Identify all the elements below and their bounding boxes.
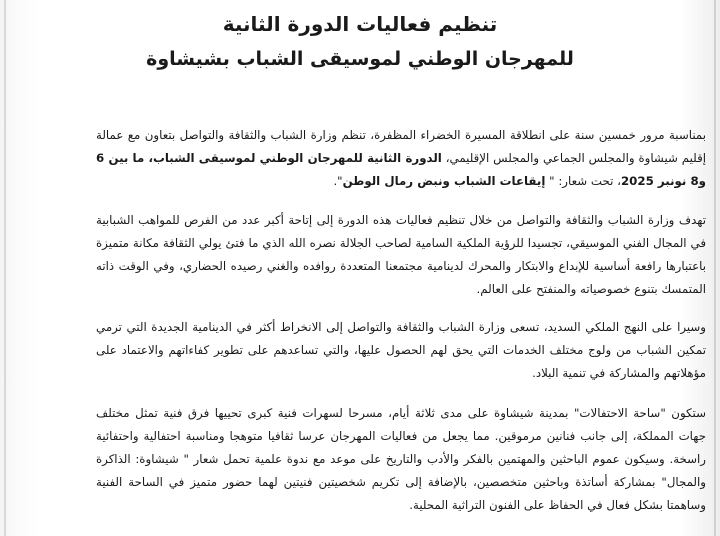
paragraph-1 xyxy=(96,124,706,193)
title-line-2: للمهرجان الوطني لموسيقى الشباب بشيشاوة xyxy=(146,48,574,70)
paragraph-1-slogan: إيقاعات الشباب ونبض رمال الوطن xyxy=(342,174,546,188)
paragraph-4: ستكون "ساحة الاحتفالات" بمدينة شيشاوة على مدى ثلاثة أيام، مسرحا لسهرات فنية كبرى تحييها فرق فنية تمثل مختلف جهات المملكة، إلى جانب فنانين مرموقين. مما يجعل من فعاليات المهرجان عرسا ثقافيا متوهجا ومناسبة احتفالية واحتفائية راسخة. وسيكون عموم الباحثين والمهتمين بالفكر والأدب والتاريخ على موعد مع ندوة علمية تحمل شعار " شيشاوة: الذاكرة والمجال" بمشاركة أساتذة وباحثين متخصصين، بالإضافة إلى تكريم شخصيتين فنيتين لهما حضور متميز في الساحة الفنية وساهمتا بشكل فعال في الحفاظ على الفنون التراثية المحلية. xyxy=(96,406,706,512)
page-edge-right xyxy=(714,0,716,536)
paragraph-2: تهدف وزارة الشباب والثقافة والتواصل من خلال تنظيم فعاليات هذه الدورة إلى إتاحة أكبر عدد من الفرص للمواهب الشبابية في المجال الفني الموسيقي، تجسيدا للرؤية الملكية السامية لصاحب الجلالة نصره الله الذي ما فتئ يولي الثقافة مكانة متميزة باعتبارها رافعة أساسية للإبداع والابتكار والمحرك لدينامية مجتمعنا المتعددة روافده والغني رصيده الحضاري، وفي الوقت ذاته المتمسك بتنوع خصوصياته والمنفتح على العالم. xyxy=(96,213,706,296)
paragraph-1-text-e: ". xyxy=(333,174,343,188)
paragraph-1-bold-b: الدورة الثانية للمهرجان الوطني لموسيقى الشباب، ما بين 6 و8 نونبر 2025 xyxy=(96,151,706,188)
title-line-1: تنظيم فعاليات الدورة الثانية xyxy=(222,12,498,36)
paragraph-1-text-a: بمناسبة مرور خمسين سنة على انطلاقة المسيرة الخضراء المظفرة، تنظم وزارة الشباب والثقافة والتواصل بتعاون مع عمالة إقليم شيشاوة والمجلس الجماعي والمجلس الإقليمي، xyxy=(96,128,706,165)
paragraph-3: وسيرا على النهج الملكي السديد، تسعى وزارة الشباب والثقافة والتواصل إلى الانخراط أكثر في الدينامية الجديدة التي ترمي تمكين الشباب من ولوج مختلف الخدمات التي يحق لهم الحصول عليها، والتي تساعدهم على تطوير كفاءاتهم والاعتماد على مؤهلاتهم والمشاركة في تنمية البلاد. xyxy=(96,320,706,380)
paragraph-1-text-c: ، تحت شعار: " xyxy=(545,174,621,188)
page-edge-left xyxy=(4,0,6,536)
